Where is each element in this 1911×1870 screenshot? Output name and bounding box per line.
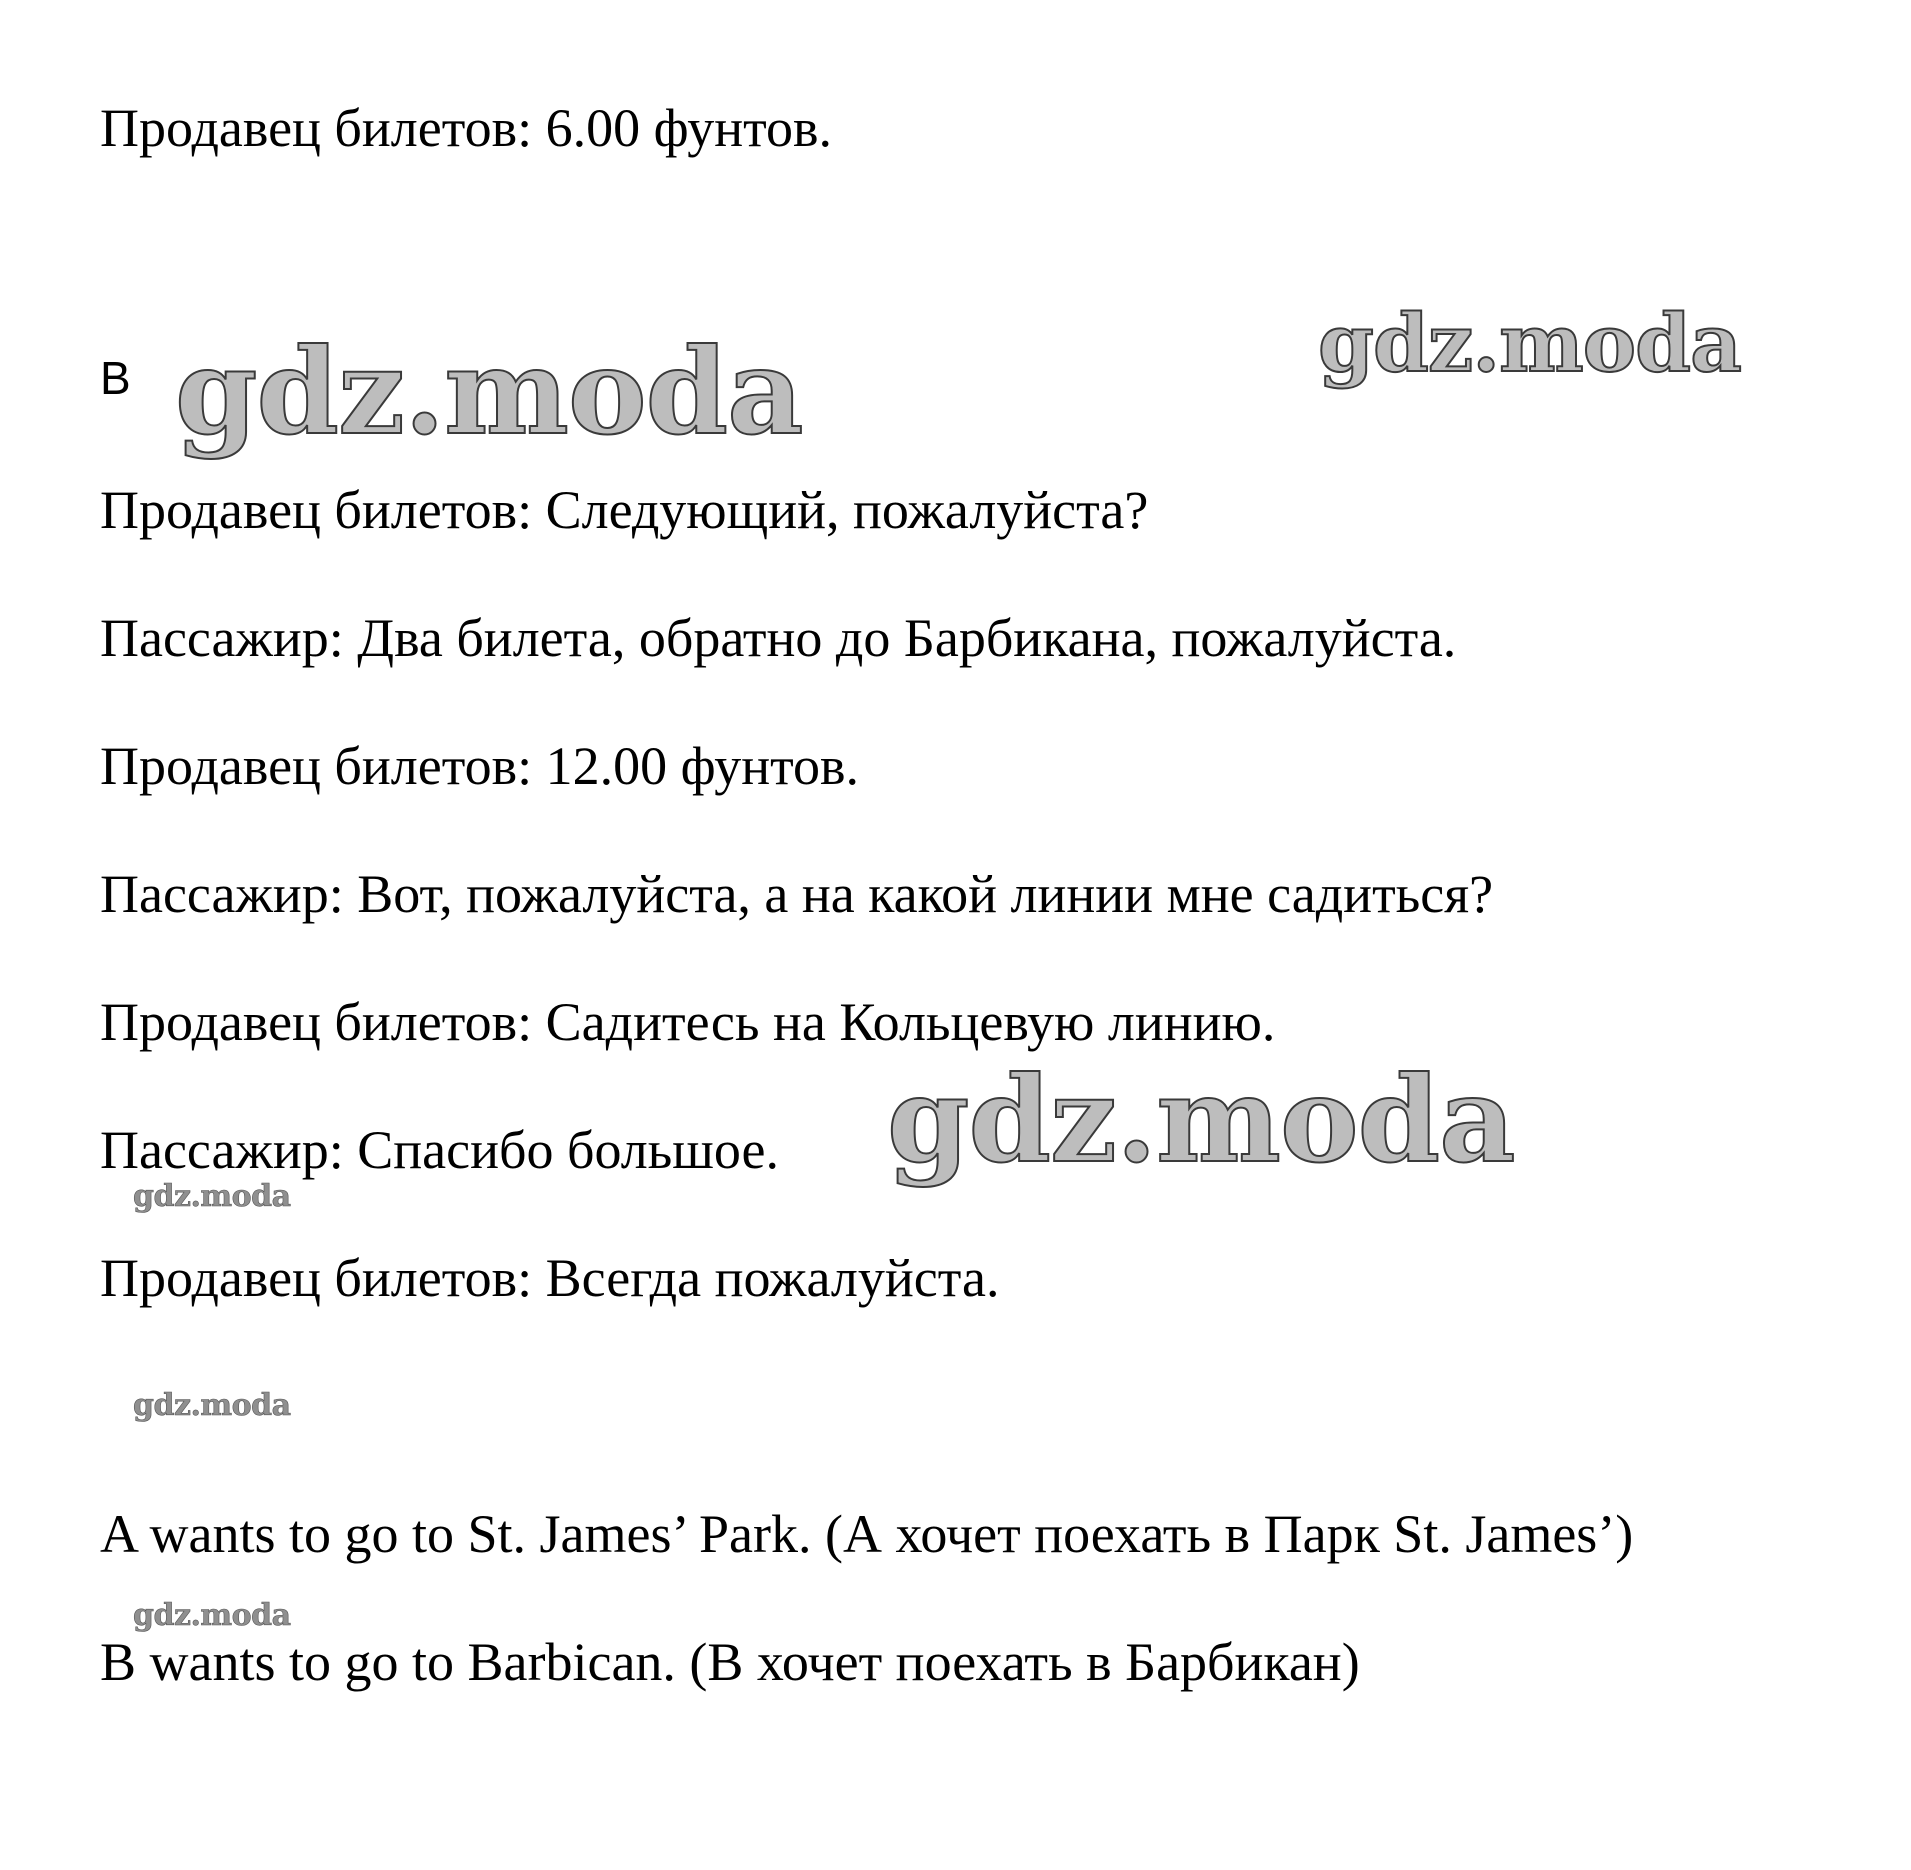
watermark-large-center: gdz.moda: [887, 1050, 1515, 1189]
watermark-small-1: gdz.moda: [133, 1179, 291, 1214]
line-ticket-seller-welcome: Продавец билетов: Всегда пожалуйста.: [100, 1248, 1000, 1308]
line-passenger-which-line: Пассажир: Вот, пожалуйста, а на какой линии мне садиться?: [100, 864, 1494, 924]
watermark-small-3: gdz.moda: [133, 1598, 291, 1633]
line-a-wants: A wants to go to St. James’ Park. (А хочет поехать в Парк St. James’): [100, 1504, 1634, 1564]
line-passenger-thanks: Пассажир: Спасибо большое.: [100, 1120, 780, 1180]
line-passenger-two-tickets: Пассажир: Два билета, обратно до Барбикана, пожалуйста.: [100, 608, 1457, 668]
line-ticket-seller-price-1: Продавец билетов: 6.00 фунтов.: [100, 98, 833, 158]
section-letter: B: [100, 352, 131, 404]
watermark-top-right: gdz.moda: [1318, 296, 1741, 390]
line-ticket-seller-circle-line: Продавец билетов: Садитесь на Кольцевую линию.: [100, 992, 1276, 1052]
line-b-wants: B wants to go to Barbican. (В хочет поехать в Барбикан): [100, 1632, 1360, 1692]
watermark-small-2: gdz.moda: [133, 1388, 291, 1423]
line-ticket-seller-next: Продавец билетов: Следующий, пожалуйста?: [100, 480, 1149, 540]
line-ticket-seller-price-2: Продавец билетов: 12.00 фунтов.: [100, 736, 860, 796]
watermark-large-left: gdz.moda: [175, 322, 803, 461]
